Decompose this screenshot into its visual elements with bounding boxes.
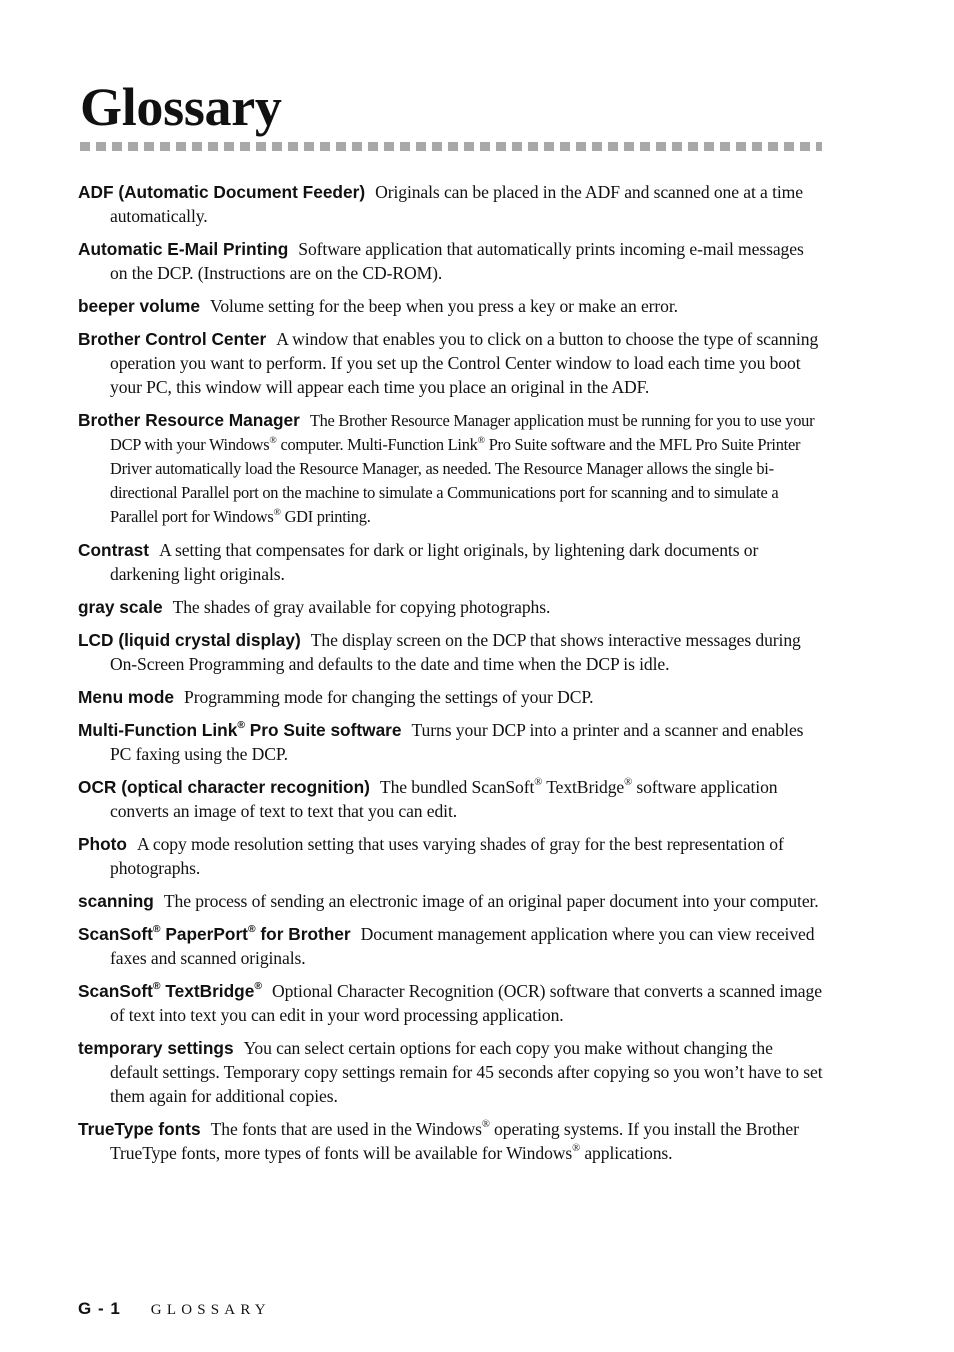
glossary-definition: Turns your DCP into a printer and a scanner and enables PC faxing using the DCP. [110, 720, 804, 764]
glossary-definition: Originals can be placed in the ADF and scanned one at a time automatically. [110, 182, 803, 226]
glossary-entry [78, 628, 824, 676]
page-title: Glossary [80, 77, 282, 137]
glossary-term: Brother Resource Manager [78, 410, 300, 430]
page-footer [78, 1299, 271, 1323]
page-number: G - 1 [78, 1299, 121, 1318]
title-divider [80, 142, 822, 151]
glossary-term: scanning [78, 891, 154, 911]
glossary-list [78, 180, 824, 1174]
glossary-term: TrueType fonts [78, 1119, 201, 1139]
glossary-entry [78, 538, 824, 586]
glossary-term: Photo [78, 834, 127, 854]
glossary-entry [78, 1117, 824, 1165]
glossary-entry [78, 889, 824, 913]
glossary-entry [78, 294, 824, 318]
glossary-definition: Programming mode for changing the settings of your DCP. [184, 687, 594, 707]
glossary-entry [78, 775, 824, 823]
glossary-term: Menu mode [78, 687, 175, 707]
glossary-entry [78, 832, 824, 880]
glossary-entry [78, 237, 824, 285]
glossary-definition: A setting that compensates for dark or light originals, by lightening dark documents or darkening light originals. [110, 540, 759, 584]
glossary-definition: Optional Character Recognition (OCR) software that converts a scanned image of text into text you can edit in your word processing application. [110, 981, 822, 1025]
glossary-entry [78, 979, 824, 1027]
glossary-definition: Software application that automatically prints incoming e-mail messages on the DCP. (Instructions are on the CD-ROM). [110, 239, 804, 283]
glossary-definition: Document management application where you can view received faxes and scanned originals. [110, 924, 815, 968]
glossary-definition: The process of sending an electronic image of an original paper document into your computer. [163, 891, 819, 911]
glossary-definition: A window that enables you to click on a button to choose the type of scanning operation you want to perform. If you set up the Control Center window to load each time you boot your PC, this window will appear each time you place an original in the ADF. [110, 329, 819, 397]
glossary-definition: The display screen on the DCP that shows interactive messages during On-Screen Programming and defaults to the date and time when the DCP is idle. [110, 630, 801, 674]
glossary-term: gray scale [78, 597, 163, 617]
glossary-term: Multi-Function Link® Pro Suite software [78, 720, 402, 740]
glossary-entry [78, 922, 824, 970]
glossary-term: ADF (Automatic Document Feeder) [78, 182, 366, 202]
glossary-term: ScanSoft® TextBridge® [78, 981, 262, 1001]
glossary-entry [78, 685, 824, 709]
glossary-definition: A copy mode resolution setting that uses varying shades of gray for the best representation of photographs. [110, 834, 784, 878]
glossary-entry [78, 327, 824, 399]
glossary-definition: Volume setting for the beep when you press a key or make an error. [209, 296, 678, 316]
glossary-term: LCD (liquid crystal display) [78, 630, 301, 650]
glossary-term: Brother Control Center [78, 329, 267, 349]
glossary-term: Contrast [78, 540, 150, 560]
footer-section-title: GLOSSARY [150, 1302, 271, 1318]
glossary-term: beeper volume [78, 296, 200, 316]
glossary-term: Automatic E-Mail Printing [78, 239, 289, 259]
glossary-term: temporary settings [78, 1038, 234, 1058]
glossary-term: ScanSoft® PaperPort® for Brother [78, 924, 351, 944]
glossary-entry [78, 718, 824, 766]
glossary-entry [78, 180, 824, 228]
glossary-entry [78, 1036, 824, 1108]
glossary-term: OCR (optical character recognition) [78, 777, 370, 797]
glossary-entry [78, 408, 824, 529]
glossary-definition: The bundled ScanSoft® TextBridge® software application converts an image of text to text that you can edit. [110, 777, 778, 821]
glossary-definition: The shades of gray available for copying photographs. [172, 597, 551, 617]
glossary-definition: You can select certain options for each copy you make without changing the default settings. Temporary copy settings remain for 45 seconds after copying so you won’t have to set them again for additional copies. [110, 1038, 823, 1106]
glossary-definition: The Brother Resource Manager application must be running for you to use your DCP with your Windows® computer. Multi-Function Link® Pro Suite software and the MFL Pro Suite Printer Driver automatically load the Resource Manager, as needed. The Resource Manager allows the single bi-directional Parallel port on the machine to simulate a Communications port for scanning and to simulate a Parallel port for Windows® GDI printing. [110, 411, 815, 526]
glossary-definition: The fonts that are used in the Windows® operating systems. If you install the Brother TrueType fonts, more types of fonts will be available for Windows® applications. [110, 1119, 799, 1163]
glossary-entry [78, 595, 824, 619]
